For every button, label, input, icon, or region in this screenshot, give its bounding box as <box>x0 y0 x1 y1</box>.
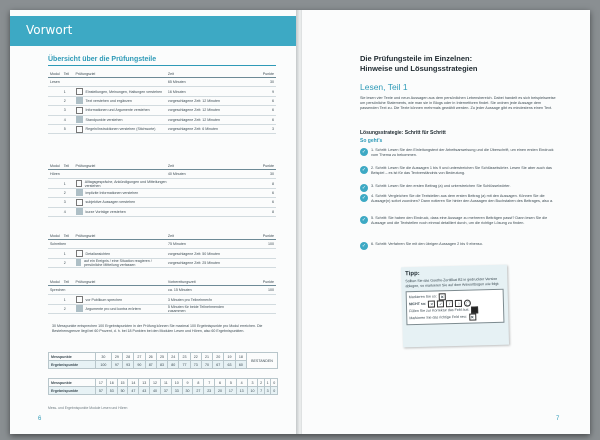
score-cell: 3 <box>264 387 271 395</box>
task-icon <box>76 208 83 215</box>
score-cell: 17 <box>225 387 236 395</box>
table-cell: 30 <box>270 80 274 85</box>
score-cell: 27 <box>193 387 204 395</box>
score-cell: 57 <box>96 387 107 395</box>
table-cell: Schreiben <box>50 242 67 247</box>
score-cell: 14 <box>128 379 139 387</box>
table-row <box>48 179 276 188</box>
column-header: Prüfungsziel <box>75 279 96 284</box>
table-cell: 2 <box>63 98 66 103</box>
table-cell: 3 <box>63 200 66 205</box>
score-row <box>49 361 278 369</box>
score-cell: 83 <box>156 361 167 369</box>
score-cell: 5 <box>225 379 236 387</box>
table-row <box>48 189 276 198</box>
check-circle-icon: ✓ <box>361 217 367 223</box>
table-row <box>48 170 276 179</box>
demo-mark-label: Markieren Sie so: <box>408 294 437 300</box>
score-cell: 17 <box>96 379 107 387</box>
score-table-fail <box>48 378 278 395</box>
score-cell: 29 <box>111 353 122 361</box>
score-cell: 30 <box>182 387 193 395</box>
score-cell: 40 <box>150 387 161 395</box>
score-cell: 1 <box>264 379 271 387</box>
score-cell: 93 <box>123 361 134 369</box>
table-cell: vorgeschlagene Zeit: 12 Minuten <box>167 98 221 103</box>
score-cell: 0 <box>271 379 278 387</box>
score-cell: 21 <box>201 353 212 361</box>
task-icon <box>76 250 83 257</box>
strategy-step <box>360 194 560 204</box>
table-cell: 9 <box>272 89 274 94</box>
goal-text: subjektive Aussagen verstehen <box>85 200 136 205</box>
book-spread <box>10 10 590 434</box>
table-row <box>48 78 276 87</box>
task-icon <box>76 107 83 114</box>
footnote: Mess- und Ergebnispunkte Module Lesen und Hören <box>48 406 128 410</box>
table-cell: 3 <box>63 108 66 113</box>
score-cell: 33 <box>171 387 182 395</box>
column-header: Modul <box>50 233 60 238</box>
strategy-heading: Lösungsstrategie: Schritt für Schritt <box>360 130 446 136</box>
table-row <box>48 295 276 304</box>
score-cell: 13 <box>236 387 247 395</box>
table-cell: 6 <box>272 200 274 205</box>
column-header: Modul <box>50 163 60 168</box>
goal-cell <box>76 189 168 196</box>
table-cell: 1 <box>63 181 66 186</box>
goal-text: Detailansichten <box>85 251 111 256</box>
check-circle-icon: ✓ <box>361 167 367 173</box>
goal-cell <box>76 208 168 215</box>
goal-cell <box>76 250 168 257</box>
column-header: Zeit <box>167 71 174 76</box>
wrong-ring-icon: ◯ <box>465 300 471 306</box>
table-row <box>48 259 276 268</box>
score-cell: 15 <box>117 379 128 387</box>
score-cell: 18 <box>235 353 246 361</box>
score-cell: 47 <box>128 387 139 395</box>
table-cell: 3 Minuten pro Teilnehmer/in <box>167 297 213 302</box>
score-cell: 25 <box>156 353 167 361</box>
score-cell: 60 <box>235 361 246 369</box>
task-icon <box>76 126 83 133</box>
table-cell: 8 <box>272 181 274 186</box>
table-cell: 6 <box>272 190 274 195</box>
score-row <box>49 379 278 387</box>
table-cell: 30 <box>270 172 274 177</box>
score-cell: 7 <box>204 379 215 387</box>
score-cell: 97 <box>111 361 122 369</box>
column-header: Teil <box>63 233 70 238</box>
table-header <box>48 232 276 240</box>
demo-line-correct <box>409 313 501 322</box>
goal-cell <box>76 126 168 133</box>
page-header <box>10 16 298 46</box>
task-icon <box>76 88 83 95</box>
module-block-lesen <box>48 70 276 134</box>
table-row <box>48 286 276 295</box>
check-circle-icon: ✓ <box>361 243 367 249</box>
score-cell: 8 <box>193 379 204 387</box>
score-cell: 0 <box>271 387 278 395</box>
score-cell: 43 <box>139 387 150 395</box>
goal-cell <box>76 296 168 303</box>
score-cell: 26 <box>145 353 156 361</box>
table-cell: 6 <box>272 108 274 113</box>
table-cell: 5 <box>63 127 66 132</box>
step-text: 2. Schritt: Lesen Sie die Aussagen 1 bis 9 und unterstreichen Sie Schlüsselwörter. Lesen Sie aber auch das Beispiel – es ist für das Textverständnis von Bedeutung. <box>371 166 552 175</box>
answer-sheet-demo <box>406 289 505 326</box>
score-cell: 10 <box>247 387 258 395</box>
score-cell: 77 <box>179 361 190 369</box>
column-header: Prüfungsziel <box>75 233 96 238</box>
table-cell: 5 Minuten für beide Teilnehmenden zusammen <box>167 304 224 313</box>
score-row <box>49 387 278 395</box>
score-row-label: Ergebnispunkte <box>49 387 96 395</box>
score-cell: 4 <box>236 379 247 387</box>
strategy-step <box>360 216 560 226</box>
score-cell: 23 <box>204 387 215 395</box>
right-page <box>302 10 590 434</box>
score-row-label: Ergebnispunkte <box>49 361 96 369</box>
score-cell: 24 <box>168 353 179 361</box>
table-cell: 2 <box>63 306 66 311</box>
task-icon <box>76 199 83 206</box>
strategy-subheading: So geht's <box>360 138 383 144</box>
score-cell: 67 <box>213 361 224 369</box>
score-cell: 63 <box>224 361 235 369</box>
score-cell: 11 <box>160 379 171 387</box>
right-title <box>360 54 560 74</box>
demo-correct-label: Markieren Sie das richtige Feld neu: <box>409 314 467 321</box>
table-cell: 1 <box>63 251 66 256</box>
strategy-step <box>360 166 560 176</box>
section-rule <box>48 65 276 66</box>
goal-text: Argumente pro und kontra erörtern <box>85 306 141 311</box>
step-text: 6. Schritt: Verfahren Sie mit den übrigen Aussagen 2 bis 9 ebenso. <box>371 242 483 246</box>
tip-box <box>401 265 509 348</box>
column-header: Teil <box>63 163 70 168</box>
table-cell: 2 <box>63 190 66 195</box>
score-cell: 22 <box>190 353 201 361</box>
table-cell: 1 <box>63 297 66 302</box>
score-row-label: Messpunkte <box>49 353 96 361</box>
step-text: 3. Schritt: Lesen Sie den ersten Beitrag (a) und unterstreichen Sie Schlüsselwörter. <box>371 184 511 188</box>
table-cell: Hören <box>50 172 60 177</box>
column-header: Punkte <box>262 233 274 238</box>
score-cell: 2 <box>258 379 265 387</box>
score-cell: 19 <box>224 353 235 361</box>
goal-text: implizite Informationen verstehen <box>85 190 139 195</box>
goal-text: vor Publikum sprechen <box>85 297 123 302</box>
goal-cell <box>76 259 168 267</box>
table-cell: Lesen <box>50 80 60 85</box>
table-cell: 100 <box>268 288 275 293</box>
table-header <box>48 162 276 170</box>
score-cell: 7 <box>258 387 265 395</box>
check-circle-icon: ✓ <box>361 195 367 201</box>
page-number-right: 7 <box>556 416 560 422</box>
module-block-hoeren <box>48 162 276 217</box>
table-row <box>48 106 276 115</box>
column-header: Modul <box>50 71 60 76</box>
score-cell: 73 <box>190 361 201 369</box>
right-title-line2: Hinweise und Lösungsstrategien <box>360 64 478 73</box>
table-row <box>48 240 276 249</box>
score-cell: 70 <box>201 361 212 369</box>
task-icon <box>76 180 82 187</box>
task-icon <box>76 296 83 303</box>
score-cell: 53 <box>106 387 117 395</box>
strategy-step <box>360 184 560 192</box>
step-text: 4. Schritt: Vergleichen Sie die Textstellen aus dem ersten Beitrag (a) mit den Aussagen. Können Sie die Aussage(n) sofort zuordnen? Dann notieren Sie hinter den Aussagen den Buchstaben des Beitrages, also a. <box>371 194 554 203</box>
table-header <box>48 278 276 286</box>
table-cell: 75 Minuten <box>168 242 186 247</box>
intro-paragraph: Sie lesen vier Texte und neun Aussagen aus dem persönlichen Lebensbereich. Dabei handelt es sich beispielsweise um persönliche Statements, wie man sie in Blogs oder in Internetforen findet. Sie ordnen jede Aussage dem passenden Text zu. Die Texte können mehrmals gewählt werden. Zu jeder Aussage gibt es mindestens einen Text. <box>360 96 556 110</box>
tip-title: Tipp: <box>405 270 420 278</box>
table-cell: vorgeschlagene Zeit: 12 Minuten <box>167 108 221 113</box>
score-cell: 80 <box>168 361 179 369</box>
pass-status: BESTANDEN <box>247 353 278 369</box>
goal-text: Alltagsgespräche, Ankündigungen und Mitteilungen verstehen <box>84 179 167 188</box>
section-title: Übersicht über die Prüfungsteile <box>48 56 157 63</box>
score-cell: 50 <box>117 387 128 395</box>
table-cell: 16 Minuten <box>167 89 186 94</box>
demo-fill-label: Füllen Sie zur Korrektur das Feld aus: <box>409 307 470 314</box>
score-cell: 37 <box>160 387 171 395</box>
module-block-sprechen <box>48 278 276 314</box>
score-cell: 20 <box>215 387 226 395</box>
score-cell: 30 <box>96 353 112 361</box>
table-cell: ca. 15 Minuten <box>168 288 192 293</box>
table-cell: 6 <box>272 98 274 103</box>
check-circle-icon: ✓ <box>361 149 367 155</box>
header-title: Vorwort <box>26 23 73 37</box>
cross-mark-icon-2: ✕ <box>470 314 475 320</box>
score-table-pass <box>48 352 278 369</box>
task-icon <box>76 116 83 123</box>
strategy-step <box>360 242 560 250</box>
score-cell: 12 <box>150 379 161 387</box>
table-cell: 6 <box>272 117 274 122</box>
table-cell: vorgeschlagene Zeit: 50 Minuten <box>167 251 221 256</box>
task-icon <box>76 97 83 104</box>
score-cell: 9 <box>182 379 193 387</box>
check-circle-icon: ✓ <box>361 185 367 191</box>
goal-cell <box>76 97 168 104</box>
wrong-cross-icon: ✕ <box>430 301 434 307</box>
score-cell: 27 <box>134 353 145 361</box>
table-row <box>48 125 276 134</box>
demo-not-label: NICHT so: <box>408 301 427 307</box>
goal-text: Einstellungen, Meinungen, Haltungen verstehen <box>85 89 163 94</box>
goal-cell <box>76 88 168 95</box>
table-cell: 8 <box>272 209 274 214</box>
goal-text: Informationen und Argumente verstehen <box>85 108 150 113</box>
goal-cell <box>76 199 168 206</box>
column-header: Zeit <box>167 233 174 238</box>
page-number-left: 6 <box>38 416 42 422</box>
right-title-line1: Die Prüfungsteile im Einzelnen: <box>360 54 473 63</box>
column-header: Punkte <box>262 163 274 168</box>
table-cell: 2 <box>63 260 66 265</box>
score-cell: 20 <box>213 353 224 361</box>
strategy-step <box>360 148 560 158</box>
goal-cell <box>76 116 168 123</box>
table-row <box>48 97 276 106</box>
right-subtitle: Lesen, Teil 1 <box>360 82 408 92</box>
task-icon <box>76 259 81 266</box>
table-cell: vorgeschlagene Zeit: 25 Minuten <box>167 260 221 265</box>
cross-mark-icon: ✕ <box>440 294 444 300</box>
score-cell: 16 <box>106 379 117 387</box>
score-row-label: Messpunkte <box>49 379 96 387</box>
goal-cell <box>76 107 168 114</box>
score-cell: 13 <box>139 379 150 387</box>
wrong-check-icon: ✓ <box>439 301 443 307</box>
goal-text: kurze Vorträge verstehen <box>85 209 126 214</box>
column-header: Vorbereitungszeit <box>167 279 196 284</box>
table-cell: 40 Minuten <box>167 172 186 177</box>
module-block-schreiben <box>48 232 276 268</box>
table-row <box>48 249 276 258</box>
table-row <box>48 208 276 217</box>
table-row <box>48 198 276 207</box>
goal-text: Standpunkte verstehen <box>85 117 123 122</box>
table-cell: Sprechen <box>50 288 66 293</box>
table-cell: 100 <box>268 242 275 247</box>
score-cell: 10 <box>171 379 182 387</box>
column-header: Zeit <box>167 163 174 168</box>
task-icon <box>76 305 83 312</box>
column-header: Teil <box>63 279 70 284</box>
score-cell: 6 <box>215 379 226 387</box>
column-header: Prüfungsziel <box>75 163 96 168</box>
column-header: Teil <box>63 71 70 76</box>
table-cell: 4 <box>63 117 66 122</box>
score-cell: 28 <box>123 353 134 361</box>
left-page <box>10 10 298 434</box>
score-cell: 87 <box>145 361 156 369</box>
step-text: 1. Schritt: Lesen Sie den Einleitungstext der Arbeitsanweisung und die Überschrift, um einen ersten Eindruck vom Thema zu bekommen. <box>371 148 554 157</box>
goal-cell <box>76 305 168 312</box>
task-icon <box>76 189 83 196</box>
goal-text: Regeln/Instruktionen verstehen (Stichworte) <box>85 127 156 132</box>
goal-text: Text verstehen und ergänzen <box>85 98 132 103</box>
wrong-circle-icon: ○ <box>455 300 462 307</box>
step-text: 5. Schritt: Sie haben den Eindruck, dass eine Aussage zu mehreren Beiträgen passt? Dann lesen Sie die Aussage und die Textstellen noch einmal detailliert durch, um die richtige Lösung zu finden. <box>371 216 548 225</box>
goal-cell <box>76 180 168 188</box>
column-header: Punkte <box>262 279 274 284</box>
table-cell: 65 Minuten <box>167 80 186 85</box>
score-row <box>49 353 278 361</box>
table-cell: 1 <box>63 89 66 94</box>
goal-text: auf ein Ereignis / eine Situation reagieren / persönliche Mitteilung verfassen <box>84 258 152 267</box>
column-header: Prüfungsziel <box>75 71 96 76</box>
table-cell: 3 <box>272 127 274 132</box>
scoring-note: 30 Messpunkte entsprechen 100 Ergebnispunkten in der Prüfung können Sie maximal 100 Ergebnispunkte pro Modul erreichen. Die Bestehensgrenze liegt bei 60 Prozent, d. h. bei 18 Punkten bei den Modulen Lesen und Hören, also 60 Ergebnispunkten. <box>52 324 263 333</box>
table-header <box>48 70 276 78</box>
table-row <box>48 87 276 96</box>
score-cell: 90 <box>134 361 145 369</box>
table-cell: vorgeschlagene Zeit: 12 Minuten <box>167 117 221 122</box>
table-row <box>48 305 276 314</box>
score-cell: 23 <box>179 353 190 361</box>
table-row <box>48 116 276 125</box>
table-cell: vorgeschlagene Zeit: 6 Minuten <box>167 127 219 132</box>
column-header: Modul <box>50 279 60 284</box>
score-cell: 100 <box>96 361 112 369</box>
wrong-slash-icon: / <box>446 300 453 307</box>
table-cell: 4 <box>63 209 66 214</box>
score-cell: 3 <box>247 379 258 387</box>
tip-body: Sollten Sie das Goethe-Zertifikat B2 in gedruckter Version ablegen, so markieren Sie auf dem Antwortbogen wie folgt: <box>405 276 500 288</box>
column-header: Punkte <box>262 71 274 76</box>
